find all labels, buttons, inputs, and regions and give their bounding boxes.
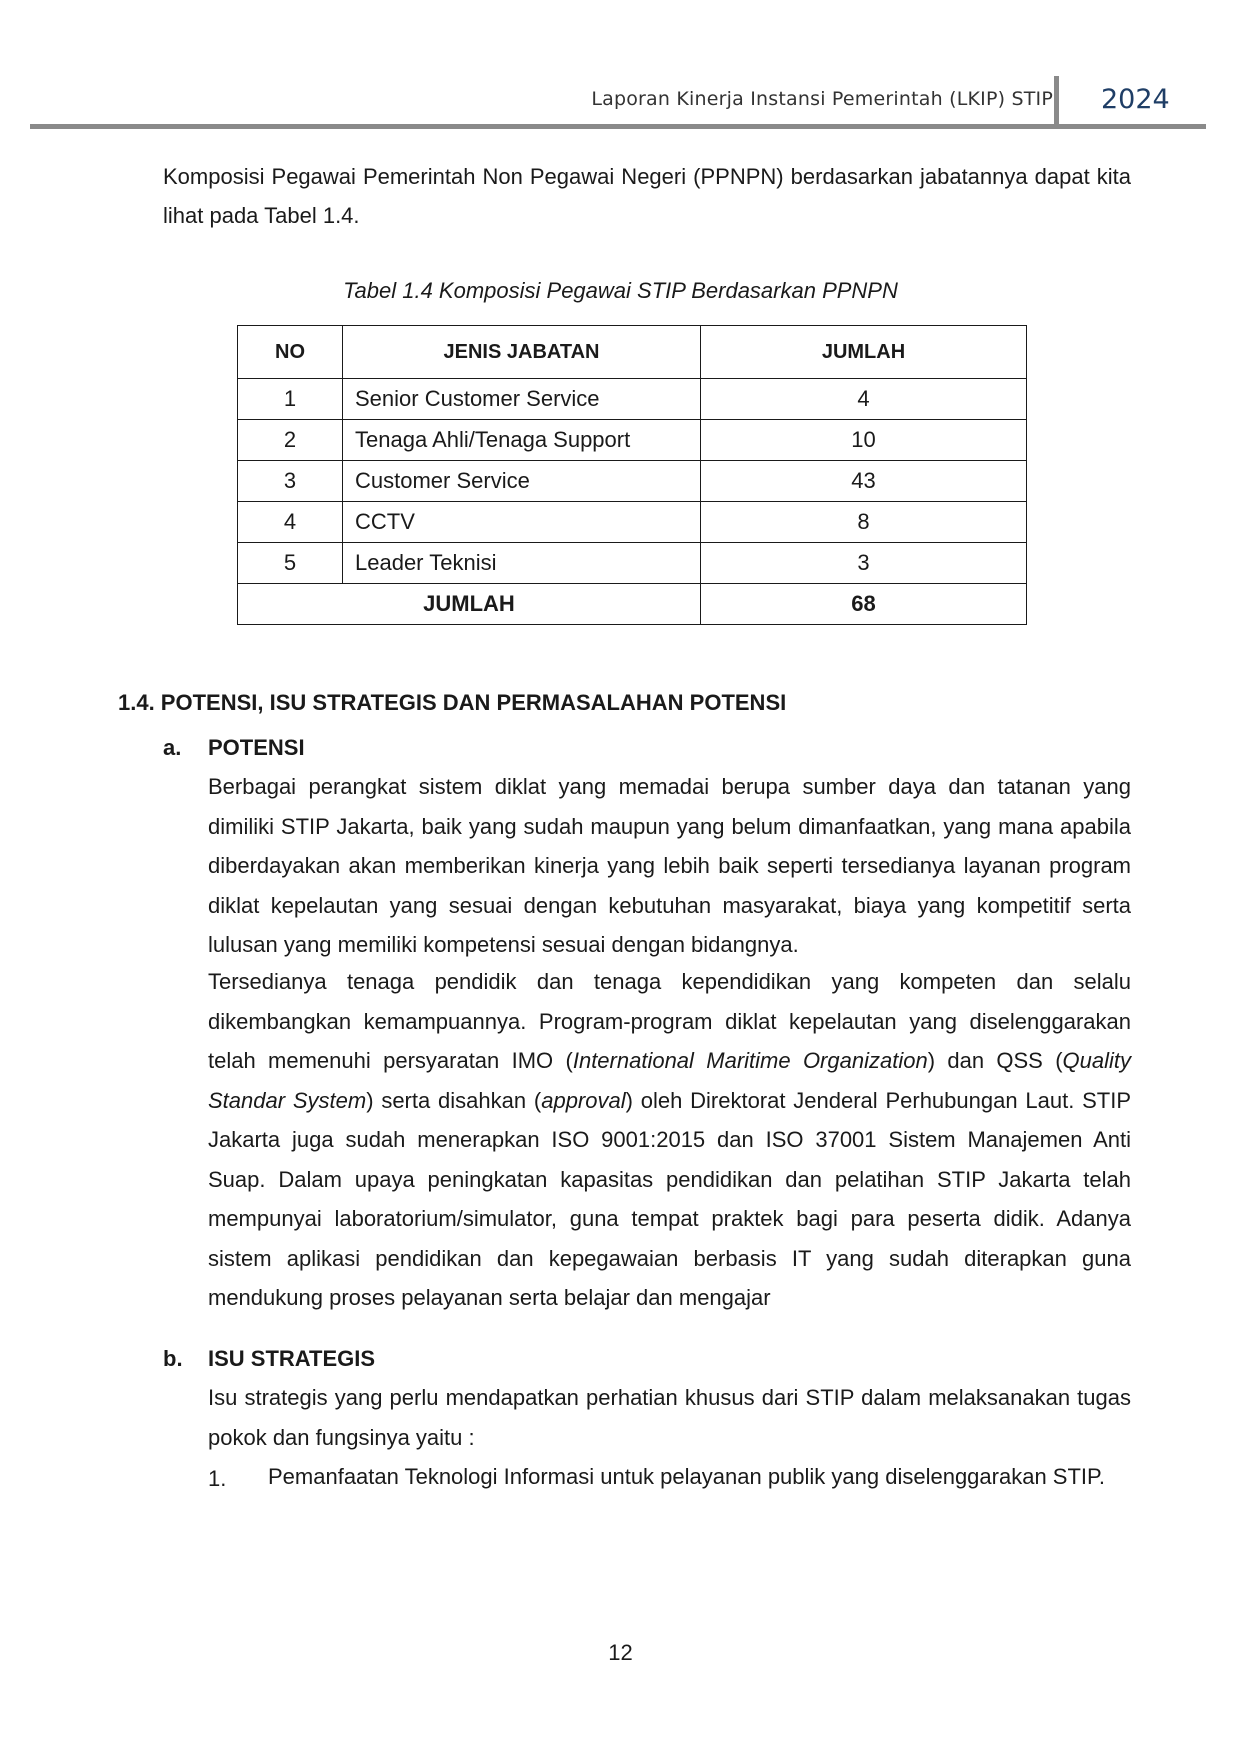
cell-jumlah: 8 xyxy=(701,502,1027,543)
header-jabatan: JENIS JABATAN xyxy=(343,326,701,379)
potensi-paragraph-2 xyxy=(208,962,1131,1318)
isu-heading: ISU STRATEGIS xyxy=(208,1346,376,1371)
cell-jabatan: Leader Teknisi xyxy=(343,543,701,584)
potensi-p2-text-1: Tersedianya tenaga pendidik dan tenaga kependidikan yang kompeten dan selalu dikembangkan kemampuannya. Program-program diklat kepelautan yang diselenggarakan telah memenuhi persyaratan IMO ( xyxy=(208,969,1131,1073)
cell-jabatan: Tenaga Ahli/Tenaga Support xyxy=(343,420,701,461)
header-jumlah: JUMLAH xyxy=(701,326,1027,379)
table-caption: Tabel 1.4 Komposisi Pegawai STIP Berdasarkan PPNPN xyxy=(343,278,898,303)
page-number: 12 xyxy=(608,1640,633,1665)
table-row xyxy=(238,420,1027,461)
cell-no: 4 xyxy=(238,502,343,543)
table-total-row xyxy=(238,584,1027,625)
header-year: 2024 xyxy=(1101,84,1170,115)
potensi-p2-text-2: ) dan QSS ( xyxy=(927,1048,1063,1073)
cell-jabatan: Senior Customer Service xyxy=(343,379,701,420)
potensi-paragraph-1: Berbagai perangkat sistem diklat yang memadai berupa sumber daya dan tatanan yang dimiliki STIP Jakarta, baik yang sudah maupun yang belum dimanfaatkan, yang mana apabila diberdayakan akan memberikan kinerja yang lebih baik seperti tersedianya layanan program diklat kepelautan yang sesuai dengan kebutuhan masyarakat, biaya yang kompetitif serta lulusan yang memiliki kompetensi sesuai dengan bidangnya. xyxy=(208,774,1131,957)
isu-letter: b. xyxy=(163,1346,183,1371)
header-rule xyxy=(30,124,1206,129)
total-label: JUMLAH xyxy=(238,584,701,625)
header-no: NO xyxy=(238,326,343,379)
ppnpn-table xyxy=(237,325,1027,625)
total-value: 68 xyxy=(701,584,1027,625)
potensi-p2-text-4: ) oleh Direktorat Jenderal Perhubungan Laut. STIP Jakarta juga sudah menerapkan ISO 9001:2015 dan ISO 37001 Sistem Manajemen Anti Suap. Dalam upaya peningkatan kapasitas pendidikan dan pelatihan STIP Jakarta telah mempunyai laboratorium/simulator, guna tempat praktek bagi para peserta didik. Adanya sistem aplikasi pendidikan dan kepegawaian berbasis IT yang sudah diterapkan guna mendukung proses pelayanan serta belajar dan mengajar xyxy=(208,1087,1131,1310)
cell-jumlah: 4 xyxy=(701,379,1027,420)
potensi-p2-italic-1: International Maritime Organization xyxy=(572,1048,928,1073)
table-header-row xyxy=(238,326,1027,379)
cell-jumlah: 3 xyxy=(701,543,1027,584)
potensi-letter: a. xyxy=(163,735,182,760)
potensi-p2-italic-3: approval xyxy=(541,1087,626,1113)
isu-item-text: Pemanfaatan Teknologi Informasi untuk pelayanan publik yang diselenggarakan STIP. xyxy=(268,1464,1105,1489)
isu-item-number: 1. xyxy=(208,1466,227,1491)
potensi-p2-italic-2: Quality Standar System xyxy=(208,1048,1132,1113)
section-title: 1.4. POTENSI, ISU STRATEGIS DAN PERMASALAHAN POTENSI xyxy=(118,690,787,715)
cell-jumlah: 43 xyxy=(701,461,1027,502)
cell-no: 1 xyxy=(238,379,343,420)
table-row xyxy=(238,379,1027,420)
potensi-heading: POTENSI xyxy=(208,735,305,760)
table-row xyxy=(238,543,1027,584)
cell-jabatan: Customer Service xyxy=(343,461,701,502)
cell-no: 5 xyxy=(238,543,343,584)
cell-jabatan: CCTV xyxy=(343,502,701,543)
cell-jumlah: 10 xyxy=(701,420,1027,461)
header-title: Laporan Kinerja Instansi Pemerintah (LKIP) STIP xyxy=(591,88,1053,110)
intro-paragraph: Komposisi Pegawai Pemerintah Non Pegawai Negeri (PPNPN) berdasarkan jabatannya dapat kita lihat pada Tabel 1.4. xyxy=(163,164,1131,228)
table-row xyxy=(238,502,1027,543)
table-row xyxy=(238,461,1027,502)
header-divider xyxy=(1054,76,1059,128)
potensi-p2-text-3: ) serta disahkan ( xyxy=(366,1087,542,1113)
cell-no: 2 xyxy=(238,420,343,461)
cell-no: 3 xyxy=(238,461,343,502)
isu-paragraph: Isu strategis yang perlu mendapatkan perhatian khusus dari STIP dalam melaksanakan tugas pokok dan fungsinya yaitu : xyxy=(208,1385,1131,1450)
